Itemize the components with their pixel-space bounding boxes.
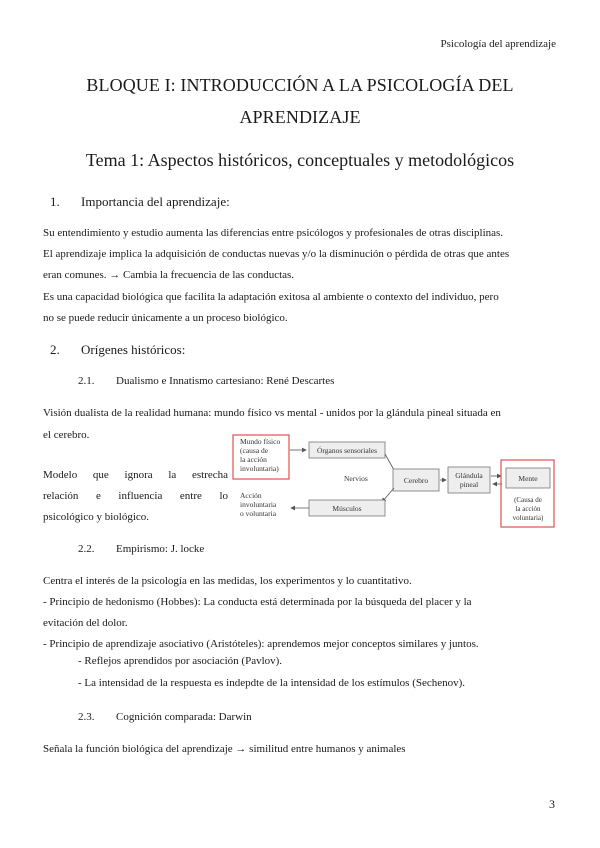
section-1-line-1: Su entendimiento y estudio aumenta las diferencias entre psicólogos y profesionales de otras disciplinas. [43, 227, 504, 239]
arrow-organos-cerebro [385, 454, 394, 470]
section-1-number: 1. [50, 194, 60, 209]
mundo-fisico-line3: la acción [240, 455, 267, 464]
mente-causa-2: la acción [515, 505, 541, 513]
mente-label: Mente [518, 474, 538, 483]
section-1-line-4: Es una capacidad biológica que facilita la adaptación exitosa al ambiente o contexto del individuo, pero [43, 291, 499, 303]
subsection-2-2-line-1: Centra el interés de la psicología en las medidas, los experimentos y lo cuantitativo. [43, 575, 412, 587]
subsection-2-2-bullet-2: - La intensidad de la respuesta es indepdte de la intensidad de los estímulos (Sechenov). [78, 677, 466, 689]
section-1-line-5: no se puede reducir únicamente a un proceso biológico. [43, 312, 288, 324]
mente-causa-1: (Causa de [514, 496, 542, 504]
model-line-1: Modelo que ignora la estrecha [43, 469, 228, 481]
subsection-2-2-line-3: evitación del dolor. [43, 617, 128, 629]
accion-label-2: involuntaria [240, 500, 277, 509]
model-line-2: relación e influencia entre lo [43, 490, 228, 502]
page-title-line2: APRENDIZAJE [239, 107, 361, 127]
subsection-2-3-line-1: Señala la función biológica del aprendizaje → similitud entre humanos y animales [43, 743, 406, 755]
section-1-line-3: eran comunes. → Cambia la frecuencia de las conductas. [43, 269, 295, 281]
mundo-fisico-line2: (causa de [240, 446, 269, 455]
subsection-2-2-number: 2.2. [78, 543, 95, 555]
section-1-line-2: El aprendizaje implica la adquisición de conductas nuevas y/o la disminución o pérdida de otras que antes [43, 248, 510, 260]
descartes-diagram [232, 432, 558, 532]
subsection-2-3-number: 2.3. [78, 711, 95, 723]
subsection-2-2-title: Empirismo: J. locke [116, 543, 205, 555]
section-1-title: Importancia del aprendizaje: [81, 194, 230, 209]
glandula-label-2: pineal [459, 480, 479, 489]
page-number: 3 [549, 797, 555, 811]
musculos-label: Músculos [332, 504, 362, 513]
subsection-2-1-number: 2.1. [78, 375, 95, 387]
cerebro-label: Cerebro [403, 476, 429, 485]
subsection-2-2-line-4: - Principio de aprendizaje asociativo (Aristóteles): aprendemos mejor conceptos similares y juntos. [43, 638, 479, 650]
subsection-2-2-line-2: - Principio de hedonismo (Hobbes): La conducta está determinada por la búsqueda del placer y la [43, 596, 472, 608]
organos-label: Órganos sensoriales [316, 446, 378, 455]
subsection-2-1-title: Dualismo e Innatismo cartesiano: René Descartes [116, 375, 335, 387]
page-title-line1: BLOQUE I: INTRODUCCIÓN A LA PSICOLOGÍA DEL [86, 75, 514, 95]
section-2-number: 2. [50, 342, 60, 357]
model-line-3: psicológico y biológico. [43, 511, 150, 523]
subsection-2-1-line-1: Visión dualista de la realidad humana: mundo físico vs mental - unidos por la glándula pineal situada en [43, 407, 501, 419]
subsection-2-3-title: Cognición comparada: Darwin [116, 711, 252, 723]
accion-label-3: o voluntaria [240, 509, 277, 518]
subsection-2-2-bullet-1: - Reflejos aprendidos por asociación (Pavlov). [78, 655, 283, 667]
mundo-fisico-label: Mundo físico [240, 437, 281, 446]
section-2-title: Orígenes históricos: [81, 342, 186, 357]
running-header: Psicología del aprendizaje [440, 38, 556, 50]
mente-causa-3: voluntaria) [512, 514, 544, 522]
subsection-2-1-line-2: el cerebro. [43, 429, 90, 441]
accion-label-1: Acción [240, 491, 262, 500]
glandula-label-1: Glándula [455, 471, 483, 480]
mundo-fisico-line4: involuntaria) [240, 464, 279, 473]
topic-subtitle: Tema 1: Aspectos históricos, conceptuales y metodológicos [85, 150, 515, 170]
nervios-label: Nervios [344, 474, 368, 483]
